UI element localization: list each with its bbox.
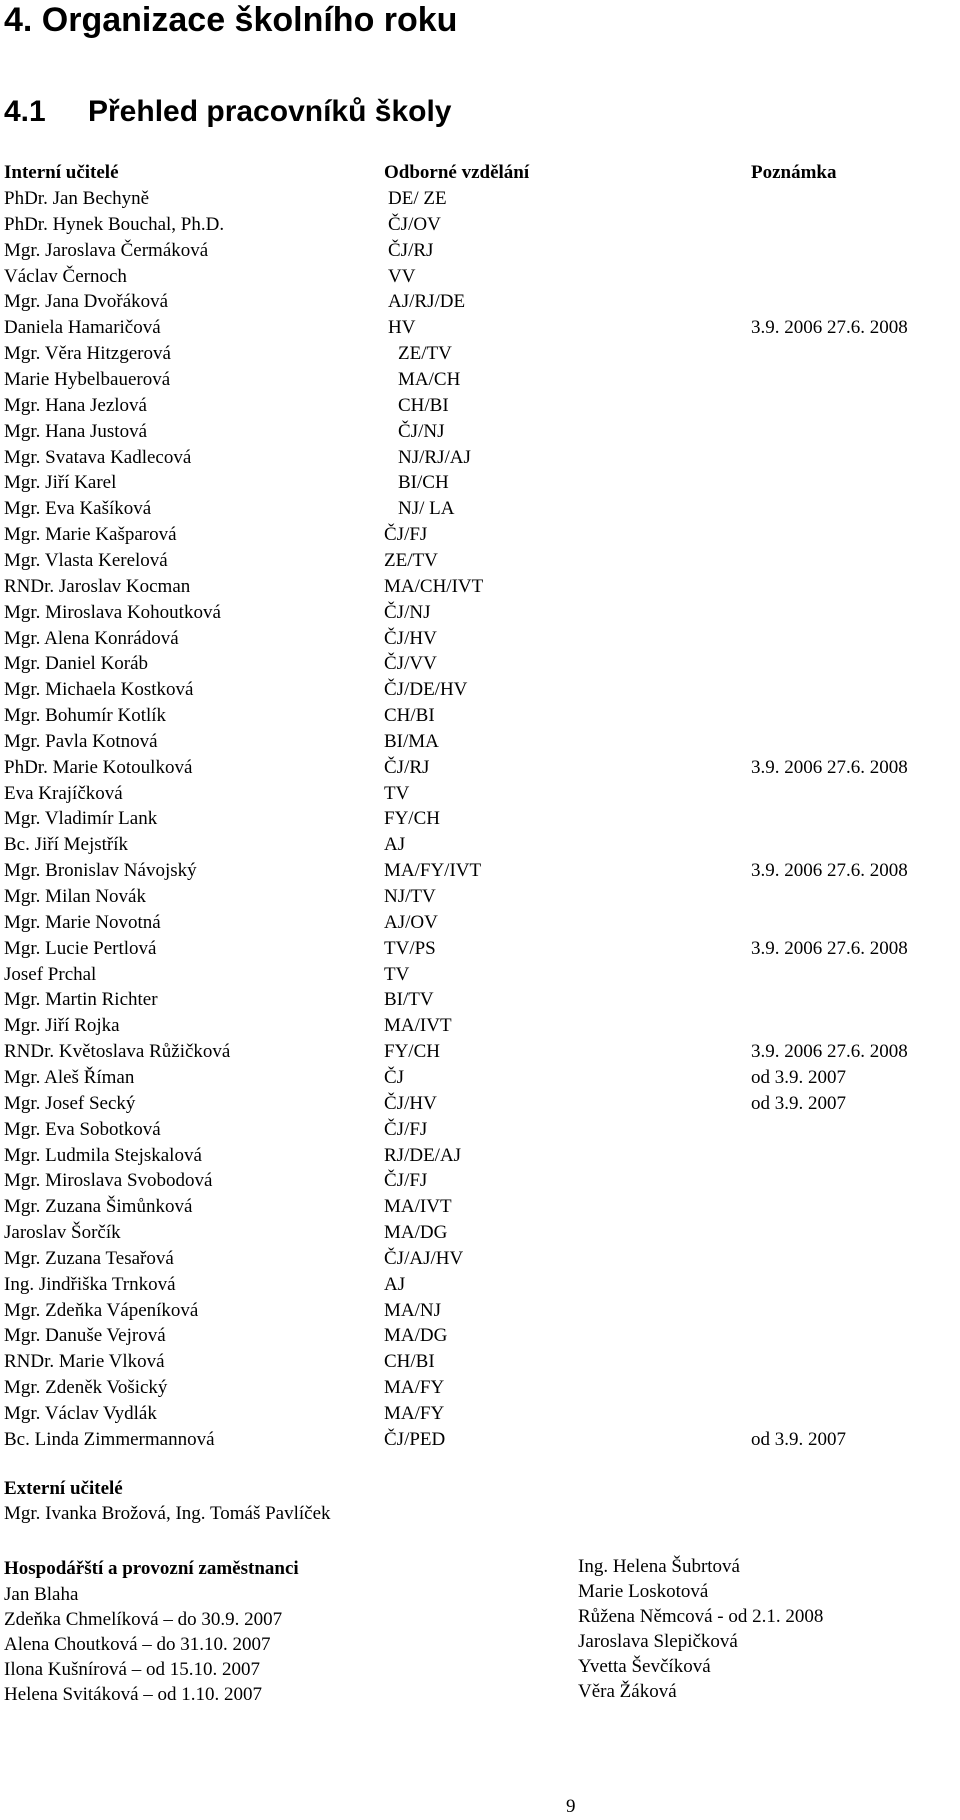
staff-member: Ing. Helena Šubrtová bbox=[578, 1556, 740, 1577]
teacher-name-cell: Mgr. Zuzana Šimůnková bbox=[4, 1196, 193, 1218]
teacher-name-cell: Mgr. Zdeňka Vápeníková bbox=[4, 1299, 199, 1321]
table-row bbox=[0, 962, 960, 988]
qualification-cell: ZE/TV bbox=[384, 549, 438, 571]
table-row bbox=[0, 393, 960, 419]
teacher-name-cell: Mgr. Danuše Vejrová bbox=[4, 1325, 166, 1347]
external-teachers-title: Externí učitelé bbox=[4, 1478, 123, 1499]
table-row bbox=[0, 212, 960, 238]
qualification-cell: ČJ/FJ bbox=[384, 524, 428, 545]
qualification-cell: CH/BI bbox=[398, 394, 449, 416]
teacher-name-cell: Václav Černoch bbox=[4, 265, 127, 287]
teacher-name-cell: Marie Hybelbauerová bbox=[4, 369, 171, 390]
table-row bbox=[0, 445, 960, 471]
teacher-name-cell: RNDr. Jaroslav Kocman bbox=[4, 575, 191, 597]
table-row bbox=[0, 496, 960, 522]
qualification-cell: ČJ/FJ bbox=[384, 1170, 428, 1192]
staff-member: Alena Choutková – do 31.10. 2007 bbox=[4, 1634, 271, 1655]
table-row bbox=[0, 755, 960, 781]
qualification-cell: ČJ/HV bbox=[384, 1092, 437, 1114]
teacher-name-cell: Mgr. Ludmila Stejskalová bbox=[4, 1144, 202, 1166]
table-row bbox=[0, 548, 960, 574]
teacher-name-cell: Mgr. Zdeněk Vošický bbox=[4, 1377, 168, 1399]
column-header-qualification: Odborné vzdělání bbox=[384, 162, 530, 183]
table-row bbox=[0, 341, 960, 367]
qualification-cell: ZE/TV bbox=[398, 343, 452, 365]
table-row bbox=[0, 574, 960, 600]
qualification-cell: NJ/ LA bbox=[398, 498, 455, 520]
teacher-name-cell: Mgr. Svatava Kadlecová bbox=[4, 446, 192, 468]
qualification-cell: CH/BI bbox=[384, 705, 435, 726]
qualification-cell: TV bbox=[384, 782, 410, 804]
teacher-name-cell: Mgr. Miroslava Kohoutková bbox=[4, 601, 221, 623]
qualification-cell: FY/CH bbox=[384, 1041, 440, 1063]
staff-member: Marie Loskotová bbox=[578, 1581, 709, 1602]
staff-member: Yvetta Ševčíková bbox=[578, 1656, 711, 1677]
subsection-heading bbox=[4, 94, 451, 130]
staff-member: Věra Žáková bbox=[578, 1681, 677, 1702]
qualification-cell: NJ/RJ/AJ bbox=[398, 446, 471, 468]
table-row bbox=[0, 1349, 960, 1375]
table-row bbox=[0, 626, 960, 652]
table-row bbox=[0, 1143, 960, 1169]
subsection-title: Přehled pracovníků školy bbox=[88, 95, 452, 128]
teacher-name-cell: Jaroslav Šorčík bbox=[4, 1222, 121, 1243]
table-row bbox=[0, 1065, 960, 1091]
qualification-cell: MA/FY bbox=[384, 1403, 445, 1424]
qualification-cell: CH/BI bbox=[384, 1351, 435, 1373]
note-cell: od 3.9. 2007 bbox=[751, 1092, 846, 1114]
qualification-cell: VV bbox=[388, 265, 416, 287]
note-cell: 3.9. 2006 27.6. 2008 bbox=[751, 860, 908, 882]
staff-member: Jan Blaha bbox=[4, 1584, 79, 1605]
teacher-name-cell: PhDr. Jan Bechyně bbox=[4, 188, 150, 209]
teacher-name-cell: Mgr. Miroslava Svobodová bbox=[4, 1170, 213, 1192]
table-row bbox=[0, 522, 960, 548]
table-row bbox=[0, 1323, 960, 1349]
table-row bbox=[0, 367, 960, 393]
qualification-cell: MA/FY bbox=[384, 1377, 445, 1399]
teacher-name-cell: Mgr. Bohumír Kotlík bbox=[4, 705, 167, 726]
qualification-cell: ČJ/DE/HV bbox=[384, 679, 468, 701]
qualification-cell: ČJ/AJ/HV bbox=[384, 1247, 464, 1269]
table-row bbox=[0, 910, 960, 936]
staff-member: Zdeňka Chmelíková – do 30.9. 2007 bbox=[4, 1609, 283, 1630]
qualification-cell: MA/CH bbox=[398, 369, 461, 390]
qualification-cell: ČJ/NJ bbox=[398, 420, 445, 442]
qualification-cell: AJ/RJ/DE bbox=[388, 291, 466, 313]
external-teachers-names: Mgr. Ivanka Brožová, Ing. Tomáš Pavlíček bbox=[4, 1503, 331, 1524]
table-row bbox=[0, 703, 960, 729]
teacher-name-cell: Bc. Jiří Mejstřík bbox=[4, 834, 129, 856]
teacher-name-cell: Mgr. Bronislav Návojský bbox=[4, 860, 197, 882]
table-row bbox=[0, 1168, 960, 1194]
table-row bbox=[0, 1194, 960, 1220]
page-number: 9 bbox=[566, 1796, 576, 1817]
staff-member: Jaroslava Slepičková bbox=[578, 1631, 738, 1652]
teacher-name-cell: Mgr. Jiří Karel bbox=[4, 472, 117, 494]
qualification-cell: ČJ/RJ bbox=[388, 239, 434, 261]
teacher-name-cell: RNDr. Květoslava Růžičková bbox=[4, 1041, 231, 1063]
table-row bbox=[0, 832, 960, 858]
teacher-name-cell: Mgr. Zuzana Tesařová bbox=[4, 1247, 174, 1269]
qualification-cell: MA/IVT bbox=[384, 1196, 452, 1218]
table-row bbox=[0, 677, 960, 703]
table-row bbox=[0, 1117, 960, 1143]
table-row bbox=[0, 419, 960, 445]
column-header-note: Poznámka bbox=[751, 162, 837, 183]
qualification-cell: BI/TV bbox=[384, 989, 434, 1011]
qualification-cell: ČJ/VV bbox=[384, 653, 437, 675]
teacher-name-cell: Mgr. Vlasta Kerelová bbox=[4, 549, 168, 571]
teacher-name-cell: PhDr. Hynek Bouchal, Ph.D. bbox=[4, 213, 225, 235]
qualification-cell: MA/DG bbox=[384, 1325, 448, 1347]
teacher-name-cell: PhDr. Marie Kotoulková bbox=[4, 756, 193, 778]
table-row bbox=[0, 858, 960, 884]
table-row bbox=[0, 1272, 960, 1298]
qualification-cell: ČJ/FJ bbox=[384, 1118, 428, 1140]
teacher-name-cell: Mgr. Aleš Říman bbox=[4, 1066, 135, 1088]
teacher-name-cell: Mgr. Václav Vydlák bbox=[4, 1403, 157, 1424]
qualification-cell: AJ bbox=[384, 1273, 406, 1295]
note-cell: 3.9. 2006 27.6. 2008 bbox=[751, 756, 908, 778]
qualification-cell: ČJ/HV bbox=[384, 627, 437, 649]
subsection-number: 4.1 bbox=[4, 95, 46, 128]
note-cell: od 3.9. 2007 bbox=[751, 1428, 846, 1450]
teacher-name-cell: Mgr. Eva Kašíková bbox=[4, 498, 152, 520]
table-row bbox=[0, 729, 960, 755]
note-cell: 3.9. 2006 27.6. 2008 bbox=[751, 1041, 908, 1063]
qualification-cell: ČJ/OV bbox=[388, 213, 441, 235]
qualification-cell: MA/DG bbox=[384, 1222, 448, 1243]
column-header-teachers: Interní učitelé bbox=[4, 162, 119, 183]
teacher-name-cell: Mgr. Jaroslava Čermáková bbox=[4, 239, 209, 261]
qualification-cell: DE/ ZE bbox=[388, 188, 447, 209]
teacher-name-cell: Mgr. Martin Richter bbox=[4, 989, 158, 1011]
teacher-name-cell: Mgr. Věra Hitzgerová bbox=[4, 343, 171, 365]
table-row bbox=[0, 264, 960, 290]
teacher-name-cell: Mgr. Eva Sobotková bbox=[4, 1118, 161, 1140]
teacher-name-cell: Mgr. Jiří Rojka bbox=[4, 1015, 120, 1037]
table-row bbox=[0, 936, 960, 962]
qualification-cell: ČJ/RJ bbox=[384, 756, 430, 778]
qualification-cell: MA/FY/IVT bbox=[384, 860, 482, 882]
qualification-cell: MA/NJ bbox=[384, 1299, 442, 1321]
staff-title: Hospodářští a provozní zaměstnanci bbox=[4, 1558, 299, 1579]
table-row bbox=[0, 1401, 960, 1427]
table-row bbox=[0, 1246, 960, 1272]
qualification-cell: BI/CH bbox=[398, 472, 449, 494]
teacher-name-cell: Mgr. Pavla Kotnová bbox=[4, 730, 158, 752]
table-row bbox=[0, 1298, 960, 1324]
table-row bbox=[0, 1220, 960, 1246]
teacher-name-cell: Daniela Hamaričová bbox=[4, 317, 161, 339]
table-row bbox=[0, 1091, 960, 1117]
note-cell: 3.9. 2006 27.6. 2008 bbox=[751, 317, 908, 339]
qualification-cell: HV bbox=[388, 317, 416, 339]
table-row bbox=[0, 315, 960, 341]
staff-member: Helena Svitáková – od 1.10. 2007 bbox=[4, 1684, 263, 1705]
teacher-name-cell: Mgr. Lucie Pertlová bbox=[4, 937, 157, 959]
teacher-name-cell: RNDr. Marie Vlková bbox=[4, 1351, 165, 1373]
table-row bbox=[0, 289, 960, 315]
teacher-name-cell: Mgr. Marie Kašparová bbox=[4, 524, 177, 545]
qualification-cell: ČJ/NJ bbox=[384, 601, 431, 623]
qualification-cell: NJ/TV bbox=[384, 886, 436, 907]
staff-member: Ilona Kušnírová – od 15.10. 2007 bbox=[4, 1659, 260, 1680]
teacher-name-cell: Eva Krajíčková bbox=[4, 782, 123, 804]
table-row bbox=[0, 1039, 960, 1065]
table-row bbox=[0, 238, 960, 264]
teacher-name-cell: Mgr. Hana Justová bbox=[4, 420, 148, 442]
qualification-cell: TV/PS bbox=[384, 937, 436, 959]
section-heading: 4. Organizace školního roku bbox=[4, 1, 458, 39]
teacher-name-cell: Mgr. Hana Jezlová bbox=[4, 394, 147, 416]
table-row bbox=[0, 884, 960, 910]
table-row bbox=[0, 186, 960, 212]
qualification-cell: TV bbox=[384, 963, 410, 985]
table-row bbox=[0, 806, 960, 832]
note-cell: 3.9. 2006 27.6. 2008 bbox=[751, 937, 908, 959]
table-row bbox=[0, 781, 960, 807]
qualification-cell: BI/MA bbox=[384, 730, 439, 752]
note-cell: od 3.9. 2007 bbox=[751, 1066, 846, 1088]
qualification-cell: ČJ bbox=[384, 1066, 405, 1088]
teacher-name-cell: Mgr. Marie Novotná bbox=[4, 911, 161, 933]
qualification-cell: RJ/DE/AJ bbox=[384, 1144, 462, 1166]
qualification-cell: AJ/OV bbox=[384, 911, 438, 933]
staff-member: Růžena Němcová - od 2.1. 2008 bbox=[578, 1606, 824, 1627]
qualification-cell: MA/CH/IVT bbox=[384, 575, 484, 597]
table-row bbox=[0, 600, 960, 626]
table-row bbox=[0, 470, 960, 496]
qualification-cell: ČJ/PED bbox=[384, 1428, 446, 1450]
teacher-name-cell: Mgr. Jana Dvořáková bbox=[4, 291, 169, 313]
teacher-name-cell: Mgr. Alena Konrádová bbox=[4, 627, 179, 649]
teacher-name-cell: Mgr. Josef Secký bbox=[4, 1092, 136, 1114]
table-row bbox=[0, 651, 960, 677]
teacher-name-cell: Mgr. Vladimír Lank bbox=[4, 808, 158, 830]
teacher-name-cell: Mgr. Daniel Koráb bbox=[4, 653, 149, 675]
table-row bbox=[0, 1375, 960, 1401]
teacher-name-cell: Mgr. Milan Novák bbox=[4, 886, 146, 907]
teacher-name-cell: Bc. Linda Zimmermannová bbox=[4, 1428, 215, 1450]
teacher-name-cell: Ing. Jindřiška Trnková bbox=[4, 1273, 176, 1295]
teacher-name-cell: Josef Prchal bbox=[4, 963, 97, 985]
table-row bbox=[0, 1427, 960, 1453]
table-row bbox=[0, 987, 960, 1013]
qualification-cell: AJ bbox=[384, 834, 406, 856]
qualification-cell: FY/CH bbox=[384, 808, 440, 830]
table-row bbox=[0, 1013, 960, 1039]
teacher-name-cell: Mgr. Michaela Kostková bbox=[4, 679, 194, 701]
qualification-cell: MA/IVT bbox=[384, 1015, 452, 1037]
